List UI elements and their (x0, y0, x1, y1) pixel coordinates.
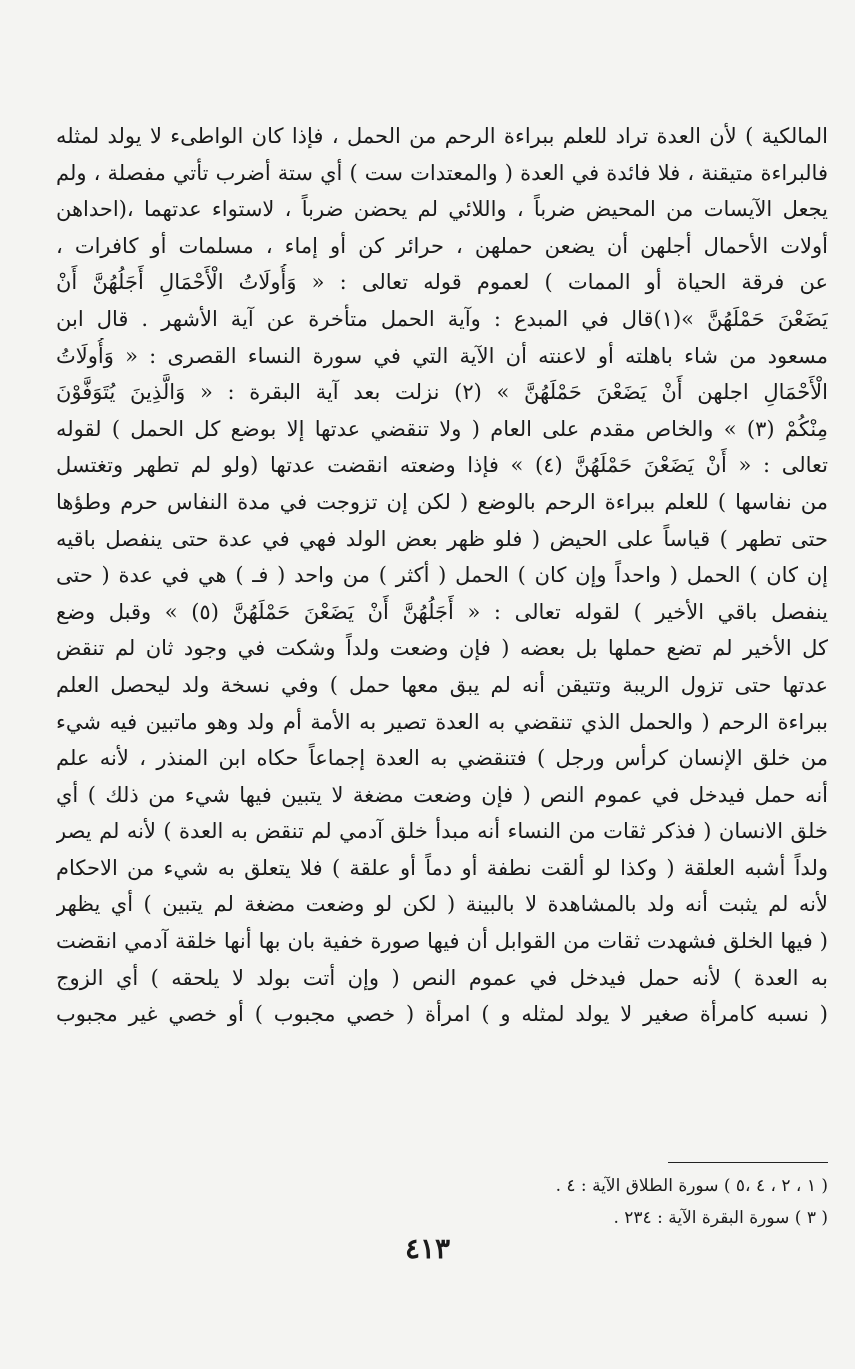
body-line: أولات الأحمال أجلهن أن يضعن حملهن ، حرائر كن أو إماء ، مسلمات أو كافرات ، (56, 233, 828, 258)
body-line: مِنْكُمْ (٣) » والخاص مقدم على العام ( ولا تنقضي عدتها إلا بوضع كل الحمل ) لقوله (56, 416, 828, 441)
body-line: يَضَعْنَ حَمْلَهُنَّ »(١)قال في المبدع : وآية الحمل متأخرة عن آية الأشهر . قال ابن (56, 306, 828, 331)
body-line: حتى تطهر ) قياساً على الحيض ( فلو ظهر بعض الولد فهي في عدة حتى ينفصل باقيه (56, 526, 828, 551)
body-line: كل الأخير لم تضع حملها بل بعضه ( فإن وضعت ولداً وشكت في وجود ثان لم تنقض (56, 636, 828, 661)
body-line: الْأَحْمَالِ اجلهن أَنْ يَضَعْنَ حَمْلَهُنَّ » (٢) نزلت بعد آية البقرة : « وَالَّذِينَ يُتَوَفَّوْنَ (56, 380, 828, 405)
body-line: عن فرقة الحياة أو الممات ) لعموم قوله تعالى : « وَأُولَاتُ الْأَحْمَالِ أَجَلُهُنَّ أَنْ (56, 270, 828, 295)
footnote-separator (668, 1162, 828, 1163)
body-line: يجعل الآيسات من المحيض ضرباً ، واللائي لم يحضن ضرباً ، لاستواء عدتهما ،(احداهن (56, 197, 828, 222)
body-line: ببراءة الرحم ( والحمل الذي تنقضي به العدة تصير به الأمة أم ولد وهو ماتبين فيه شيء (56, 709, 828, 734)
body-line: مسعود من شاء باهلته أو لاعنته أن الآية التي في سورة النساء القصرى : « وَأُولَاتُ (56, 343, 828, 368)
body-line: ينفصل باقي الأخير ) لقوله تعالى : « أَجَلُهُنَّ أَنْ يَضَعْنَ حَمْلَهُنَّ (٥) » وقبل وضع (56, 599, 828, 624)
footnotes (420, 1170, 828, 1234)
footnote-line: ( ١ ، ٢ ، ٤ ،٥ ) سورة الطلاق الآية : ٤ . (555, 1176, 828, 1196)
body-line: المالكية ) لأن العدة تراد للعلم ببراءة الرحم من الحمل ، فإذا كان الواطىء لا يولد لمثله (56, 124, 828, 148)
body-line: من نفاسها ) للعلم ببراءة الرحم بالوضع ( لكن إن تزوجت في مدة النفاس حرم وطؤها (56, 489, 828, 514)
body-line: إن كان ) الحمل ( واحداً وإن كان ) الحمل ( أكثر ) من واحد ( فـ ) هي في عدة ( حتى (56, 563, 828, 588)
body-line: ولداً أشبه العلقة ( وكذا لو ألقت نطفة أو دماً أو علقة ) فلا يتعلق به شيء من الاحكام (56, 855, 828, 880)
body-line: به العدة ) لأنه حمل فيدخل في عموم النص ( وإن أتت بولد لا يلحقه ) أي الزوج (56, 965, 828, 990)
body-line: ( نسبه كامرأة صغير لا يولد لمثله و ) امرأة ( خصي مجبوب ) أو خصي غير مجبوب (56, 1002, 828, 1027)
body-line: خلق الانسان ( فذكر ثقات من النساء أنه مبدأ خلق آدمي لم تنقض به العدة ) لأنه لم يصر (56, 819, 828, 844)
page-number: ٤١٣ (404, 1232, 451, 1265)
body-text (56, 118, 828, 1033)
body-line: أنه حمل فيدخل في عموم النص ( فإن وضعت مضغة لا يتبين فيها شيء من ذلك ) أي (56, 782, 828, 807)
body-line: تعالى : « أَنْ يَضَعْنَ حَمْلَهُنَّ (٤) » فإذا وضعته انقضت عدتها (ولو لم تطهر وتغتسل (56, 453, 828, 478)
body-line: من خلق الإنسان كرأس ورجل ) فتنقضي به العدة إجماعاً حكاه ابن المنذر ، لأنه علم (56, 746, 828, 771)
footnote-line: ( ٣ ) سورة البقرة الآية : ٢٣٤ . (613, 1208, 828, 1228)
body-line: ( فيها الخلق فشهدت ثقات من القوابل أن فيها صورة خفية بان بها أنها خلقة آدمي انقضت (56, 929, 828, 954)
body-line: لأنه لم يثبت أنه ولد بالمشاهدة لا بالبينة ( لكن لو وضعت مضغة لم يتبين ) أي يظهر (56, 892, 828, 917)
body-line: عدتها حتى تزول الريبة وتتيقن أنه لم يبق معها حمل ) وفي نسخة ولد ليحصل العلم (56, 672, 828, 697)
body-line: فالبراءة متيقنة ، فلا فائدة في العدة ( والمعتدات ست ) أي ستة أضرب تأتي مفصلة ، ولم (56, 160, 828, 185)
